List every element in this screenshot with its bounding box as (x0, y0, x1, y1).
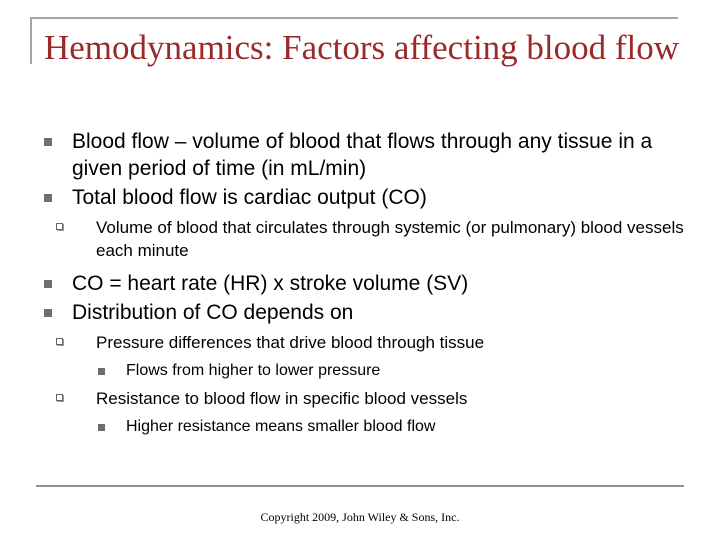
sub-bullet-text: Pressure differences that drive blood through tissue (96, 333, 485, 352)
square-bullet-icon (44, 309, 52, 317)
bullet-text: CO = heart rate (HR) x stroke volume (SV) (72, 272, 469, 295)
hollow-square-bullet-icon (56, 223, 63, 230)
sub-sub-bullet-higher-resistance (44, 416, 684, 438)
bullet-text: Blood flow – volume of blood that flows through any tissue in a given period of time (in mL/min) (72, 130, 653, 180)
footer-divider (36, 485, 684, 487)
bullet-blood-flow (44, 128, 684, 182)
footer-copyright: Copyright 2009, John Wiley & Sons, Inc. (260, 510, 460, 524)
square-bullet-icon (44, 280, 52, 288)
sub-bullet-text: Volume of blood that circulates through systemic (or pulmonary) blood vessels each minute (96, 218, 684, 260)
square-bullet-icon (44, 194, 52, 202)
bullet-text: Distribution of CO depends on (72, 301, 354, 324)
sub-bullet-text: Resistance to blood flow in specific blood vessels (96, 389, 468, 408)
slide-frame-left (30, 17, 32, 64)
sub-sub-bullet-flows (44, 360, 684, 382)
slide-content (44, 128, 684, 442)
sub-sub-bullet-text: Higher resistance means smaller blood flow (126, 418, 436, 435)
bullet-text: Total blood flow is cardiac output (CO) (72, 186, 427, 209)
slide-title: Hemodynamics: Factors affecting blood flow (44, 28, 680, 67)
sub-bullet-pressure-differences (44, 331, 684, 354)
sub-bullet-volume (44, 216, 684, 262)
hollow-square-bullet-icon (56, 338, 63, 345)
square-bullet-icon (44, 138, 52, 146)
bullet-distribution (44, 299, 684, 326)
bullet-co-formula (44, 270, 684, 297)
square-bullet-icon (98, 368, 105, 375)
sub-bullet-resistance (44, 387, 684, 410)
hollow-square-bullet-icon (56, 394, 63, 401)
bullet-total-blood-flow (44, 184, 684, 211)
sub-sub-bullet-text: Flows from higher to lower pressure (126, 362, 381, 379)
slide-frame-top (30, 17, 678, 19)
square-bullet-icon (98, 424, 105, 431)
